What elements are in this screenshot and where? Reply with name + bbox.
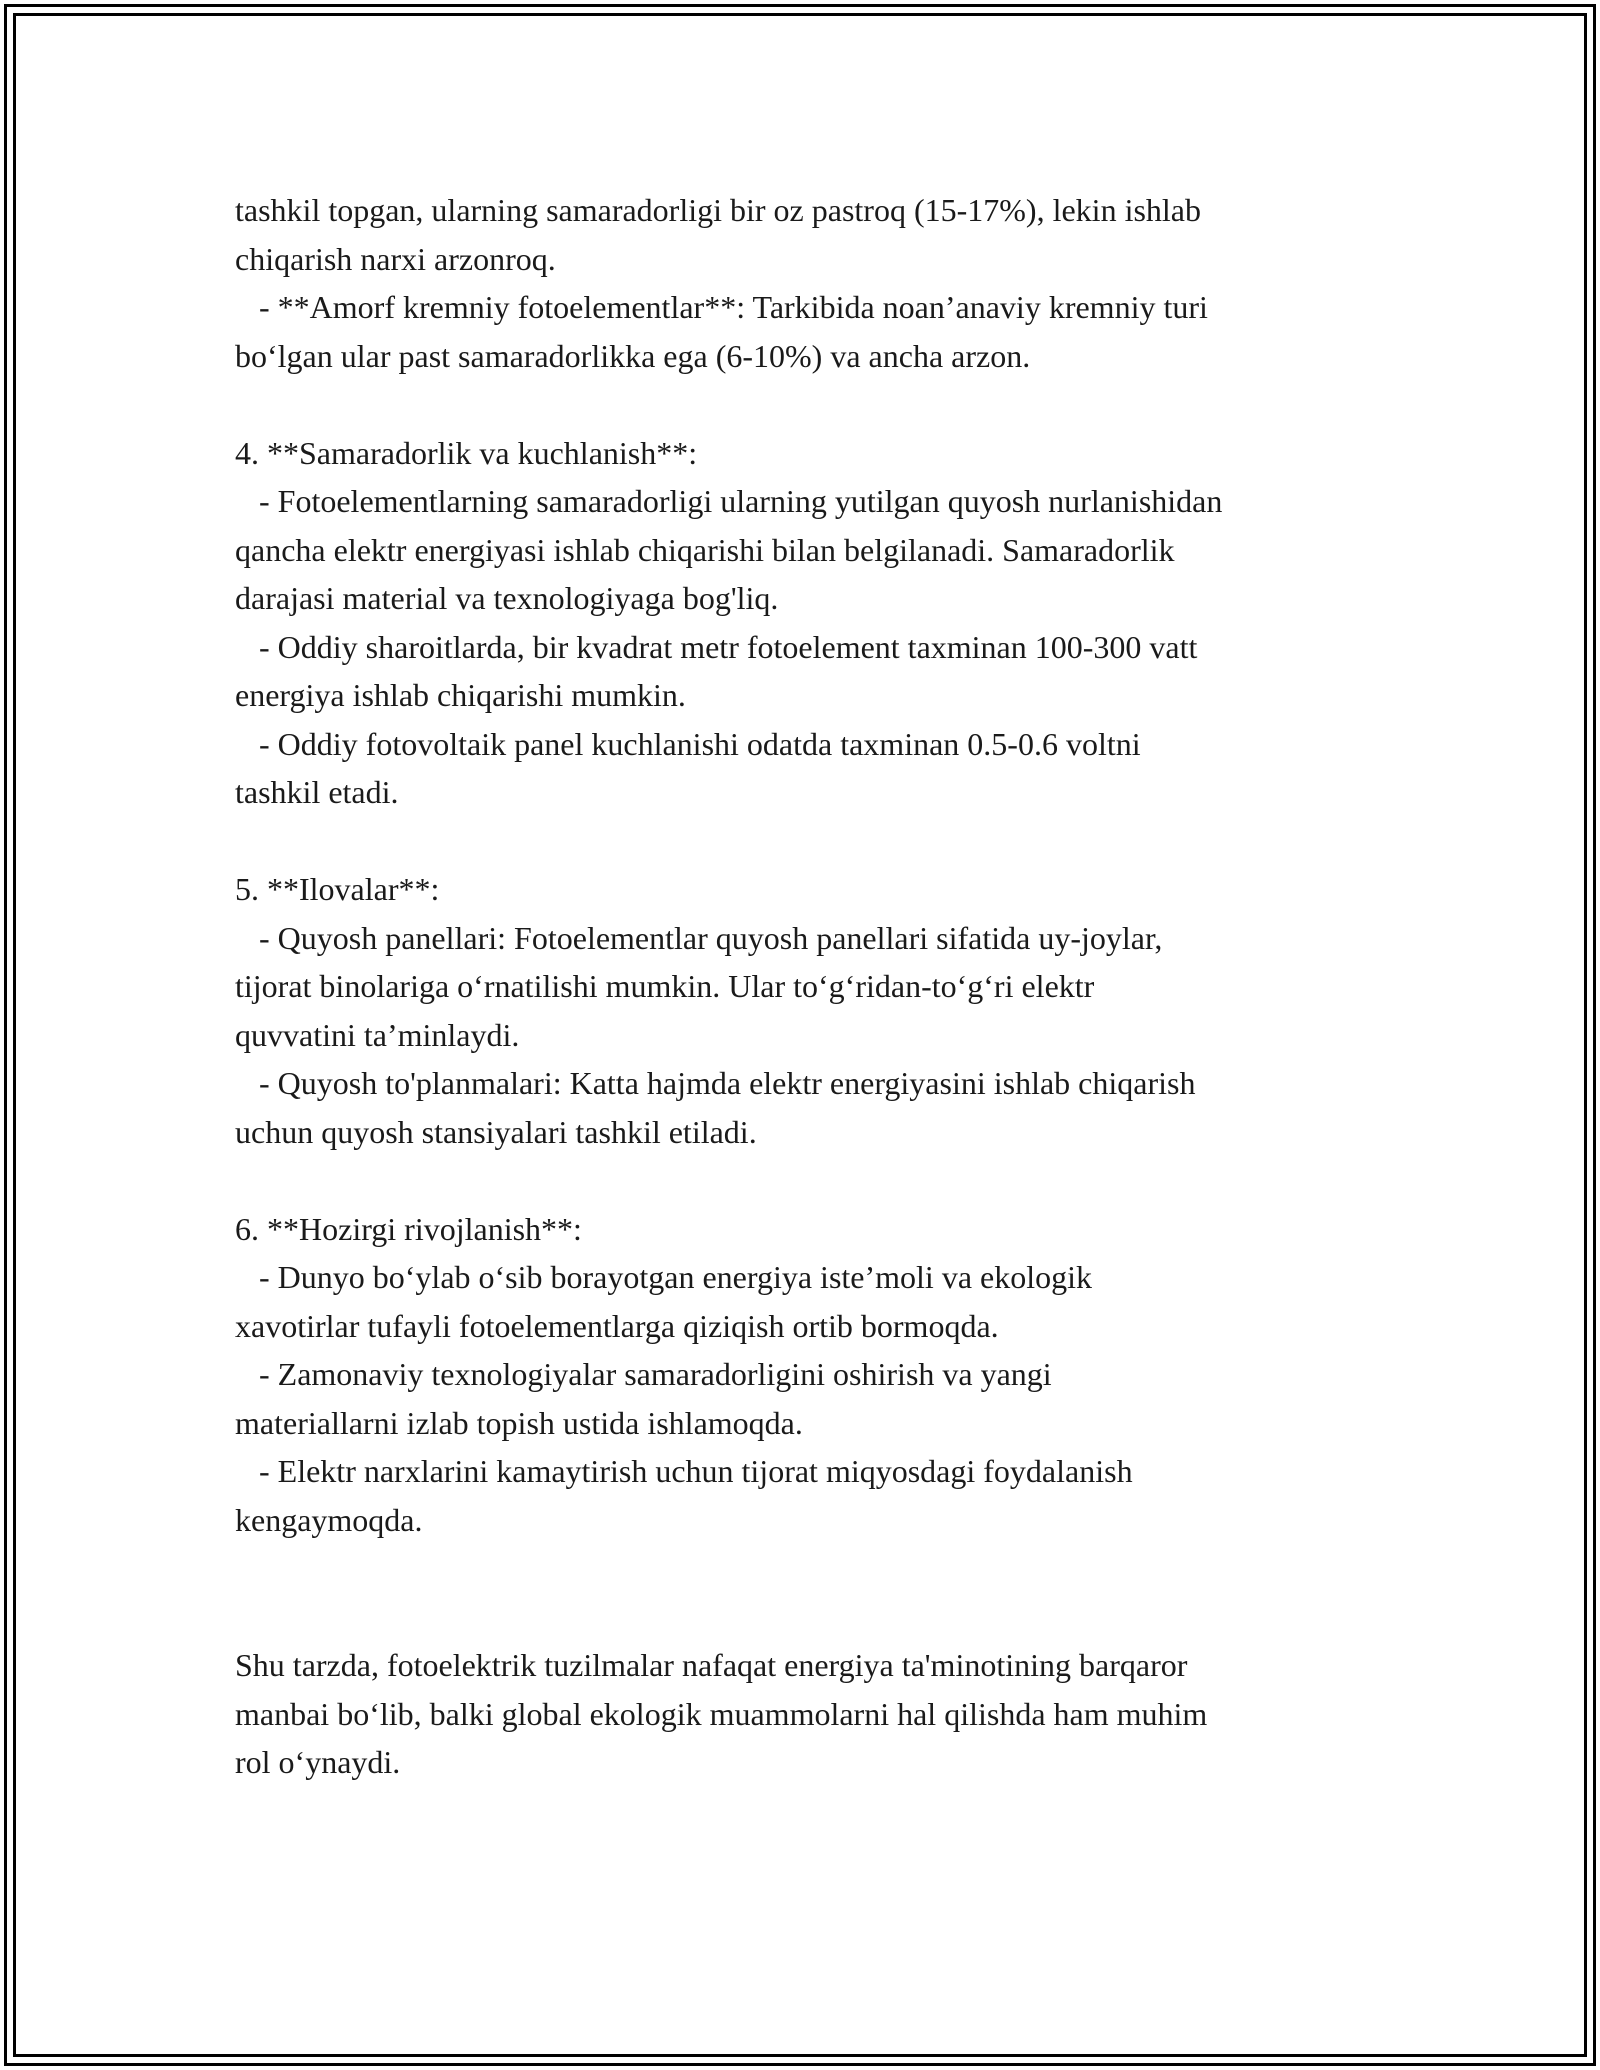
section-heading: 5. **Ilovalar**: <box>235 871 440 907</box>
section-heading: 4. **Samaradorlik va kuchlanish**: <box>235 434 698 471</box>
text-line: - Fotoelementlarning samaradorligi ularning yutilgan quyosh nurlanishidan <box>235 483 1223 519</box>
text-line: quvvatini ta’minlaydi. <box>235 1016 520 1053</box>
paragraph-gap <box>235 380 1395 429</box>
section-heading: 6. **Hozirgi rivojlanish**: <box>235 1210 582 1247</box>
text-line: xavotirlar tufayli fotoelementlarga qiziqish ortib bormoqda. <box>235 1307 999 1344</box>
text-line: - Quyosh panellari: Fotoelementlar quyosh panellari sifatida uy-joylar, <box>235 919 1163 956</box>
conclusion-paragraph <box>235 1641 1395 1787</box>
section-5-applications <box>235 865 1395 1156</box>
text-line: manbai bo‘lib, balki global ekologik muammolarni hal qilishda ham muhim <box>235 1695 1208 1732</box>
intro-paragraph <box>235 186 1395 380</box>
section-6-current-development <box>235 1205 1395 1545</box>
text-line: rol o‘ynaydi. <box>235 1744 401 1780</box>
section-4-efficiency <box>235 429 1395 817</box>
paragraph-gap <box>235 1156 1395 1205</box>
text-line: - **Amorf kremniy fotoelementlar**: Tarkibida noan’anaviy kremniy turi <box>235 289 1208 325</box>
text-line: tashkil topgan, ularning samaradorligi bir oz pastroq (15-17%), lekin ishlab <box>235 192 1201 228</box>
text-line: Shu tarzda, fotoelektrik tuzilmalar nafaqat energiya ta'minotining barqaror <box>235 1647 1188 1683</box>
text-line: - Oddiy sharoitlarda, bir kvadrat metr fotoelement taxminan 100-300 vatt <box>235 628 1198 665</box>
text-line: darajasi material va texnologiyaga bog'liq. <box>235 580 779 616</box>
text-line: bo‘lgan ular past samaradorlikka ega (6-10%) va ancha arzon. <box>235 337 1031 374</box>
text-line: qancha elektr energiyasi ishlab chiqarishi bilan belgilanadi. Samaradorlik <box>235 531 1175 568</box>
text-line: - Zamonaviy texnologiyalar samaradorligini oshirish va yangi <box>235 1356 1052 1392</box>
text-line: - Oddiy fotovoltaik panel kuchlanishi odatda taxminan 0.5-0.6 voltni <box>235 725 1141 762</box>
text-line: - Dunyo bo‘ylab o‘sib borayotgan energiya iste’moli va ekologik <box>235 1259 1092 1295</box>
text-line: - Quyosh to'planmalari: Katta hajmda elektr energiyasini ishlab chiqarish <box>235 1065 1196 1101</box>
text-line: chiqarish narxi arzonroq. <box>235 240 556 277</box>
paragraph-gap <box>235 817 1395 866</box>
text-line: kengaymoqda. <box>235 1501 423 1538</box>
text-line: tashkil etadi. <box>235 774 399 810</box>
paragraph-gap <box>235 1544 1395 1641</box>
text-line: materiallarni izlab topish ustida ishlamoqda. <box>235 1404 803 1441</box>
document-body <box>235 186 1395 1787</box>
text-line: tijorat binolariga o‘rnatilishi mumkin. Ular to‘g‘ridan-to‘g‘ri elektr <box>235 968 1095 1004</box>
text-line: uchun quyosh stansiyalari tashkil etiladi. <box>235 1113 757 1150</box>
text-line: energiya ishlab chiqarishi mumkin. <box>235 677 686 713</box>
text-line: - Elektr narxlarini kamaytirish uchun tijorat miqyosdagi foydalanish <box>235 1453 1133 1489</box>
